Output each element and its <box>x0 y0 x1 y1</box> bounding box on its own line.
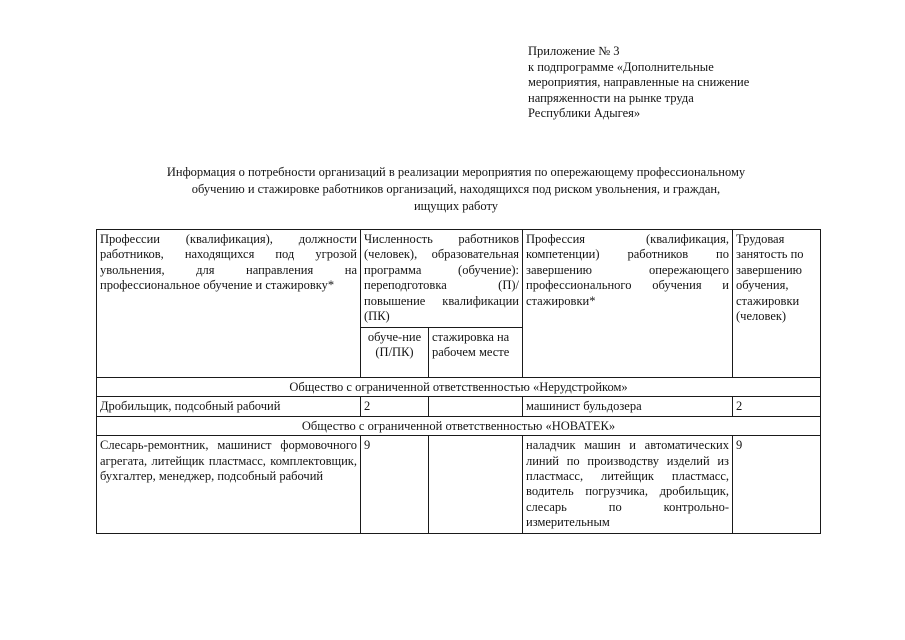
cell-internship <box>429 436 523 534</box>
needs-table <box>96 229 821 534</box>
appendix-line: напряженности на рынке труда <box>528 90 694 105</box>
cell-professions: Слесарь-ремонтник, машинист формовочного агрегата, литейщик пластмасс, комплектовщик, бухгалтер, менеджер, подсобный рабочий <box>97 436 361 534</box>
cell-training: 9 <box>361 436 429 534</box>
cell-training: 2 <box>361 397 429 416</box>
header-col-new-profession: Профессия (квалификация, компетенции) работников по завершению опережающего профессионального обучения и стажировки* <box>523 230 733 378</box>
appendix-block <box>528 44 828 122</box>
cell-employment: 9 <box>733 436 821 534</box>
cell-new-profession: наладчик машин и автоматических линий по производству изделий из пластмасс, литейщик пластмасс, водитель погрузчика, дробильщик, слесарь по контрольно-измерительным <box>523 436 733 534</box>
table-header-row <box>97 230 821 328</box>
cell-internship <box>429 397 523 416</box>
org-name: Общество с ограниченной ответственностью «НОВАТЕК» <box>97 416 821 435</box>
org-row <box>97 378 821 397</box>
appendix-line: мероприятия, направленные на снижение <box>528 75 750 89</box>
header-col-professions: Профессии (квалификация), должности работников, находящихся под угрозой увольнения, для направления на профессиональное обучение и стажировку* <box>97 230 361 378</box>
org-row <box>97 416 821 435</box>
document-title <box>96 164 816 215</box>
title-line: ищущих работу <box>413 199 499 213</box>
table-row <box>97 436 821 534</box>
header-sub-internship: стажировка на рабочем месте <box>429 328 523 378</box>
title-line: обучению и стажировке работников организаций, находящихся под риском увольнения, и граждан, <box>191 182 721 196</box>
appendix-line: к подпрограмме «Дополнительные <box>528 59 714 74</box>
cell-new-profession: машинист бульдозера <box>523 397 733 416</box>
table-row <box>97 397 821 416</box>
appendix-line: Республики Адыгея» <box>528 106 641 120</box>
appendix-line: Приложение № 3 <box>528 44 620 58</box>
org-name: Общество с ограниченной ответственностью «Нерудстройком» <box>97 378 821 397</box>
cell-employment: 2 <box>733 397 821 416</box>
header-col-employment: Трудовая занятость по завершению обучения, стажировки (человек) <box>733 230 821 378</box>
header-sub-training: обуче-ние (П/ПК) <box>361 328 429 378</box>
title-line: Информация о потребности организаций в реализации мероприятия по опережающему профессиональному <box>166 165 746 179</box>
cell-professions: Дробильщик, подсобный рабочий <box>97 397 361 416</box>
header-col-headcount: Численность работников (человек), образовательная программа (обучение): переподготовка (П)/ повышение квалификации (ПК) <box>361 230 523 328</box>
